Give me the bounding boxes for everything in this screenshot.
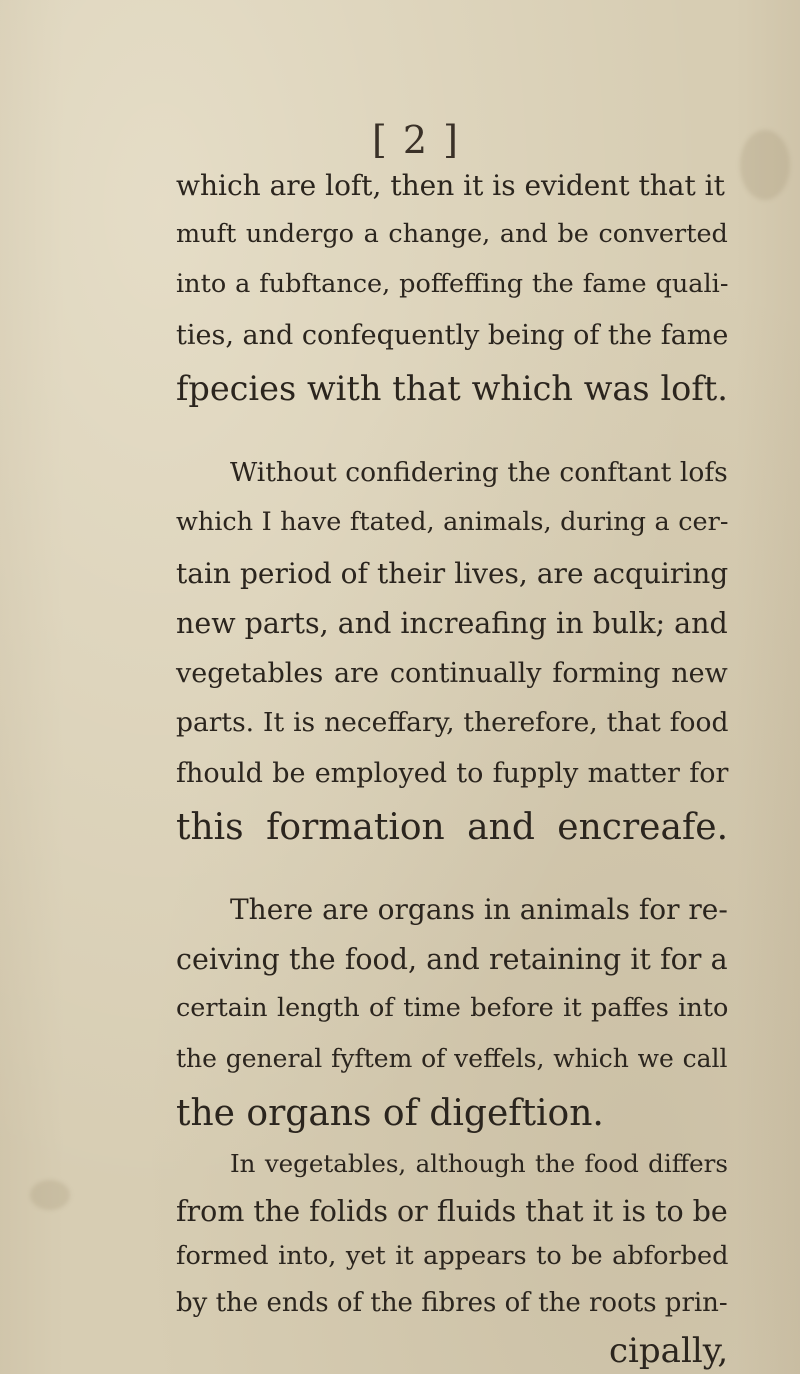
- text-line: into a fubftance, poffeffing the fame quali-: [176, 269, 729, 299]
- text-line: parts. It is neceffary, therefore, that food: [176, 707, 729, 738]
- text-line: certain length of time before it paffes into: [176, 993, 729, 1023]
- catchword: cipally,: [609, 1331, 729, 1371]
- page-number: [ 2 ]: [372, 118, 460, 162]
- text-line: new parts, and increafing in bulk; and: [176, 607, 728, 640]
- text-line: ties, and confequently being of the fame: [176, 320, 729, 351]
- text-line: In vegetables, although the food differs: [230, 1149, 728, 1178]
- text-line: the organs of digeftion.: [176, 1093, 604, 1134]
- text-line: from the folids or fluids that it is to be: [176, 1195, 728, 1228]
- paper-stain: [740, 130, 790, 200]
- text-line: by the ends of the fibres of the roots prin-: [176, 1288, 728, 1318]
- text-line: There are organs in animals for re-: [230, 893, 728, 926]
- text-line: the general fyftem of veffels, which we call: [176, 1044, 728, 1073]
- text-line: vegetables are continually forming new: [176, 658, 728, 689]
- text-line: muft undergo a change, and be converted: [176, 219, 728, 249]
- text-line: this formation and encreafe.: [176, 807, 729, 848]
- text-line: tain period of their lives, are acquiring: [176, 557, 729, 590]
- text-line: Without confidering the conftant lofs: [230, 457, 728, 488]
- paper-stain: [30, 1180, 70, 1210]
- text-line: fhould be employed to fupply matter for: [176, 758, 729, 789]
- text-line: fpecies with that which was loft.: [176, 369, 728, 408]
- text-line: ceiving the food, and retaining it for a: [176, 943, 728, 976]
- text-line: which I have ftated, animals, during a cer-: [176, 507, 729, 537]
- text-line: formed into, yet it appears to be abforbed: [176, 1241, 729, 1271]
- text-line: which are loft, then it is evident that it: [176, 169, 725, 202]
